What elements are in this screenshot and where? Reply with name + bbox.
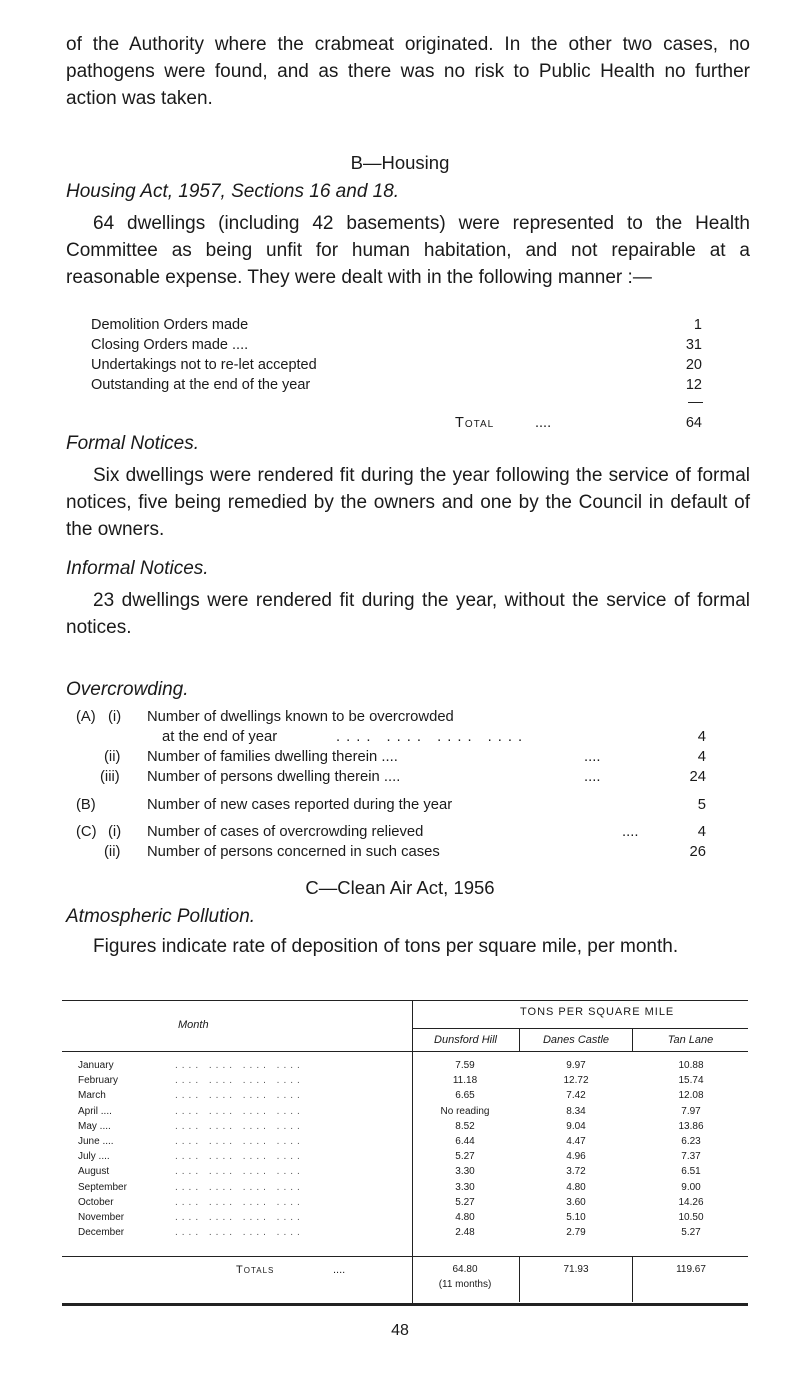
table-cell-value: 5.10 [566, 1212, 586, 1223]
housing-total [455, 413, 702, 433]
table-cell-month: December [78, 1227, 125, 1238]
housing-paragraph: 64 dwellings (including 42 basements) were represented to the Health Committee as being unfit for human habitation, and not repairable at a reasonable expense. They were dealt with in the following manner :— [66, 213, 750, 288]
item-leader: .... [584, 749, 601, 765]
table-cell-month: September [78, 1182, 127, 1193]
total-label: Total [455, 415, 495, 431]
section-heading-housing: B—Housing [350, 152, 450, 173]
list-item-value: 12 [685, 377, 702, 393]
table-cell-value: 12.08 [678, 1090, 704, 1101]
table-col-header-tan: Tan Lane [667, 1034, 714, 1046]
item-text: Number of persons dwelling therein .... [147, 769, 401, 785]
intro-paragraph: of the Authority where the crabmeat originated. In the other two cases, no pathogens were found, and as there was no risk to Public Health no further action was taken. [66, 34, 750, 109]
table-cell-leader: .... .... .... .... [175, 1090, 304, 1101]
item-value: 4 [697, 729, 706, 745]
item-text: Number of new cases reported during the year [147, 797, 453, 813]
list-item-label: Outstanding at the end of the year [91, 377, 311, 393]
table-cell-value: 5.27 [455, 1197, 475, 1208]
clean-air-paragraph: Figures indicate rate of deposition of tons per square mile, per month. [93, 936, 679, 957]
item-value: 4 [697, 824, 706, 840]
list-item-label: Closing Orders made .... [91, 337, 249, 353]
item-text: Number of persons concerned in such cases [147, 844, 440, 860]
table-group-header: TONS PER SQUARE MILE [520, 1006, 675, 1018]
section-heading-clean-air: C—Clean Air Act, 1956 [305, 877, 495, 898]
table-group-rule [412, 1028, 748, 1029]
item-text: at the end of year [162, 729, 278, 745]
list-item-label: Demolition Orders made [91, 317, 249, 333]
table-cell-leader: .... .... .... .... [175, 1075, 304, 1086]
table-cell-leader: .... .... .... .... [175, 1166, 304, 1177]
list-item [91, 335, 702, 355]
table-cell-value: 7.97 [681, 1106, 701, 1117]
table-cell-value: 5.27 [681, 1227, 701, 1238]
table-cell-value: 3.30 [455, 1182, 475, 1193]
housing-disposal-list [91, 315, 702, 395]
table-cell-value: 13.86 [678, 1121, 704, 1132]
table-cell-value: 3.60 [566, 1197, 586, 1208]
table-cell-month: January [78, 1060, 114, 1071]
table-total-tan: 119.67 [676, 1264, 706, 1275]
table-cell-value: 6.23 [681, 1136, 701, 1147]
page-number: 48 [391, 1322, 409, 1339]
table-cell-value: No reading [440, 1106, 490, 1117]
total-leader: .... [535, 415, 552, 431]
item-text: Number of dwellings known to be overcrowded [147, 709, 454, 725]
table-col-divider [632, 1256, 633, 1302]
list-item [91, 355, 702, 375]
table-cell-month: November [78, 1212, 125, 1223]
item-letter: (B) [76, 797, 96, 813]
table-totals-rule [62, 1256, 748, 1257]
item-numeral: (i) [108, 824, 122, 840]
item-numeral: (ii) [104, 844, 121, 860]
table-cell-leader: .... .... .... .... [175, 1060, 304, 1071]
table-cell-value: 8.52 [455, 1121, 475, 1132]
list-item-value: 1 [693, 317, 702, 333]
table-total-note: (11 months) [438, 1279, 492, 1290]
table-cell-value: 10.88 [678, 1060, 704, 1071]
table-totals-label: Totals [236, 1264, 275, 1276]
table-total-danes: 71.93 [563, 1264, 589, 1275]
table-month-header: Month [178, 1019, 209, 1031]
table-cell-value: 5.27 [455, 1151, 475, 1162]
formal-notices-paragraph: Six dwellings were rendered fit during the year following the service of formal notices, five being remedied by the owners and one by the Council in default of the owners. [66, 465, 750, 540]
table-cell-leader: .... .... .... .... [175, 1212, 304, 1223]
table-totals-leader: .... [333, 1264, 346, 1276]
table-cell-value: 7.37 [681, 1151, 701, 1162]
table-cell-value: 6.51 [681, 1166, 701, 1177]
table-cell-month: February [78, 1075, 119, 1086]
table-cell-leader: .... .... .... .... [175, 1106, 304, 1117]
table-col-header-danes: Danes Castle [542, 1034, 610, 1046]
table-cell-value: 2.48 [455, 1227, 475, 1238]
table-cell-value: 7.59 [455, 1060, 475, 1071]
total-rule [688, 402, 703, 403]
item-letter: (A) [76, 709, 96, 725]
table-col-divider [519, 1256, 520, 1302]
table-cell-value: 3.72 [566, 1166, 586, 1177]
list-item-label: Undertakings not to re-let accepted [91, 357, 317, 373]
table-total-dunsford: 64.80 [452, 1264, 478, 1275]
item-text: Number of families dwelling therein .... [147, 749, 398, 765]
atmospheric-pollution-heading: Atmospheric Pollution. [66, 906, 256, 927]
table-cell-value: 9.00 [681, 1182, 701, 1193]
informal-notices-paragraph: 23 dwellings were rendered fit during the year, without the service of formal notices. [66, 590, 750, 638]
item-numeral: (i) [108, 709, 122, 725]
table-cell-leader: .... .... .... .... [175, 1136, 304, 1147]
table-cell-month: June .... [78, 1136, 114, 1147]
table-cell-value: 10.50 [678, 1212, 704, 1223]
table-cell-leader: .... .... .... .... [175, 1121, 304, 1132]
table-cell-value: 12.72 [563, 1075, 589, 1086]
item-leader: .... [584, 769, 601, 785]
item-letter: (C) [76, 824, 97, 840]
table-col-header-dunsford: Dunsford Hill [434, 1034, 497, 1046]
table-cell-value: 4.80 [455, 1212, 475, 1223]
table-cell-value: 8.34 [566, 1106, 586, 1117]
table-bottom-rule [62, 1303, 748, 1306]
table-cell-month: April .... [78, 1106, 112, 1117]
list-item-value: 20 [685, 357, 702, 373]
item-leader: .... [622, 824, 639, 840]
table-cell-value: 9.97 [566, 1060, 586, 1071]
overcrowding-heading: Overcrowding. [66, 679, 189, 700]
table-cell-value: 6.65 [455, 1090, 475, 1101]
table-cell-month: October [78, 1197, 114, 1208]
table-cell-leader: .... .... .... .... [175, 1182, 304, 1193]
table-cell-value: 11.18 [452, 1075, 478, 1086]
table-cell-value: 4.80 [566, 1182, 586, 1193]
total-value: 64 [685, 415, 702, 431]
table-cell-leader: .... .... .... .... [175, 1227, 304, 1238]
table-cell-month: May .... [78, 1121, 111, 1132]
item-text: Number of cases of overcrowding relieved [147, 824, 424, 840]
list-item-value: 31 [685, 337, 702, 353]
item-numeral: (iii) [100, 769, 120, 785]
table-cell-value: 6.44 [455, 1136, 475, 1147]
item-value: 4 [697, 749, 706, 765]
table-cell-leader: .... .... .... .... [175, 1151, 304, 1162]
item-value: 5 [697, 797, 706, 813]
table-cell-value: 4.47 [566, 1136, 586, 1147]
item-leader: .... .... .... .... [336, 729, 529, 745]
table-header-rule [62, 1051, 748, 1052]
overcrowding-list [76, 707, 706, 887]
item-numeral: (ii) [104, 749, 121, 765]
list-item [91, 315, 702, 335]
housing-act-subheading: Housing Act, 1957, Sections 16 and 18. [66, 181, 400, 202]
table-cell-value: 9.04 [566, 1121, 586, 1132]
table-cell-leader: .... .... .... .... [175, 1197, 304, 1208]
list-item [91, 375, 702, 395]
item-value: 24 [689, 769, 706, 785]
informal-notices-heading: Informal Notices. [66, 558, 209, 579]
table-cell-value: 2.79 [566, 1227, 586, 1238]
table-cell-value: 7.42 [566, 1090, 586, 1101]
table-cell-month: March [78, 1090, 106, 1101]
table-top-rule [62, 1000, 748, 1001]
table-cell-value: 15.74 [678, 1075, 704, 1086]
item-value: 26 [689, 844, 706, 860]
table-cell-value: 3.30 [455, 1166, 475, 1177]
formal-notices-heading: Formal Notices. [66, 433, 200, 454]
table-cell-month: August [78, 1166, 110, 1177]
table-cell-value: 4.96 [566, 1151, 586, 1162]
table-cell-month: July .... [78, 1151, 110, 1162]
table-cell-value: 14.26 [678, 1197, 704, 1208]
